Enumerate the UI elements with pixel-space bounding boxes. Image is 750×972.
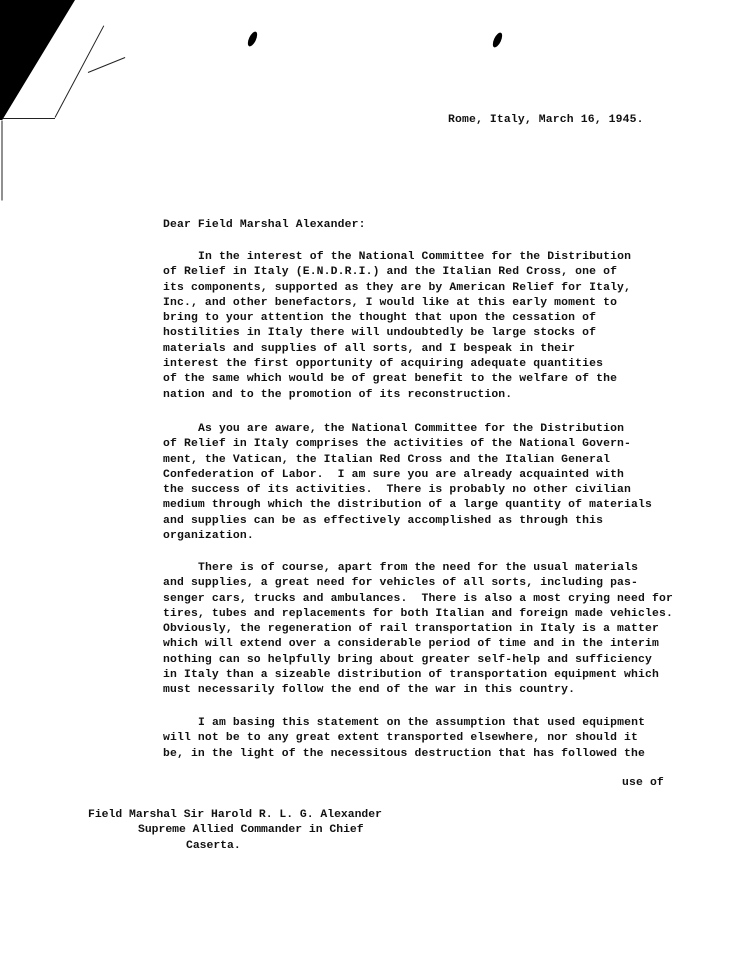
text-line: and supplies can be as effectively accomplished as through this — [163, 514, 604, 527]
text-line: Obviously, the regeneration of rail transportation in Italy is a matter — [163, 623, 659, 636]
text-line: which will extend over a considerable period of time and in the interim — [163, 638, 659, 651]
page-edge-line — [2, 121, 3, 201]
text-line: and supplies, a great need for vehicles of all sorts, including pas- — [163, 577, 639, 590]
text-line: tires, tubes and replacements for both Italian and foreign made vehicles. — [163, 607, 673, 620]
punch-hole-mark — [491, 31, 504, 48]
paragraph-4 — [163, 716, 723, 762]
dateline: Rome, Italy, March 16, 1945. — [448, 114, 644, 126]
paragraph-3 — [163, 561, 723, 699]
paragraph-2 — [163, 422, 723, 544]
text-line: organization. — [163, 530, 254, 543]
text-line: I am basing this statement on the assumption that used equipment — [198, 717, 646, 729]
addressee-title: Supreme Allied Commander in Chief — [138, 824, 364, 837]
addressee-name: Field Marshal Sir Harold R. L. G. Alexander — [88, 809, 382, 821]
salutation: Dear Field Marshal Alexander: — [163, 219, 366, 231]
text-line: Confederation of Labor. I am sure you are already acquainted with — [163, 468, 625, 481]
text-line: senger cars, trucks and ambulances. There is also a most crying need for — [163, 592, 673, 605]
corner-crease-line — [55, 25, 105, 117]
addressee-block — [88, 808, 382, 854]
text-line: the success of its activities. There is probably no other civilian — [163, 484, 632, 497]
corner-crease-line — [88, 57, 125, 73]
text-line: of the same which would be of great benefit to the welfare of the — [163, 373, 618, 386]
text-line: will not be to any great extent transported elsewhere, nor should it — [163, 732, 639, 745]
text-line: Inc., and other benefactors, I would like at this early moment to — [163, 296, 618, 309]
addressee-location: Caserta. — [186, 839, 241, 852]
text-line: medium through which the distribution of a large quantity of materials — [163, 499, 652, 512]
text-line: its components, supported as they are by American Relief for Italy, — [163, 281, 632, 294]
text-line: in Italy than a sizeable distribution of transportation equipment which — [163, 669, 659, 682]
text-line: hostilities in Italy there will undoubtedly be large stocks of — [163, 327, 597, 340]
text-line: must necessarily follow the end of the war in this country. — [163, 684, 576, 697]
text-line: There is of course, apart from the need for the usual materials — [198, 562, 639, 574]
punch-hole-mark — [246, 30, 259, 47]
corner-crease-line — [3, 118, 55, 119]
text-line: of Relief in Italy (E.N.D.R.I.) and the Italian Red Cross, one of — [163, 266, 618, 279]
text-line: nothing can so helpfully bring about greater self-help and sufficiency — [163, 653, 652, 666]
text-line: of Relief in Italy comprises the activities of the National Govern- — [163, 438, 632, 451]
text-line: nation and to the promotion of its reconstruction. — [163, 388, 513, 401]
page-continuation: use of — [622, 777, 664, 789]
paragraph-1 — [163, 250, 723, 403]
text-line: bring to your attention the thought that upon the cessation of — [163, 312, 597, 325]
text-line: As you are aware, the National Committee for the Distribution — [198, 423, 625, 435]
text-line: interest the first opportunity of acquiring adequate quantities — [163, 358, 604, 371]
text-line: In the interest of the National Committee for the Distribution — [198, 251, 632, 263]
text-line: materials and supplies of all sorts, and I bespeak in their — [163, 342, 576, 355]
text-line: ment, the Vatican, the Italian Red Cross and the Italian General — [163, 453, 611, 466]
text-line: be, in the light of the necessitous destruction that has followed the — [163, 747, 645, 760]
